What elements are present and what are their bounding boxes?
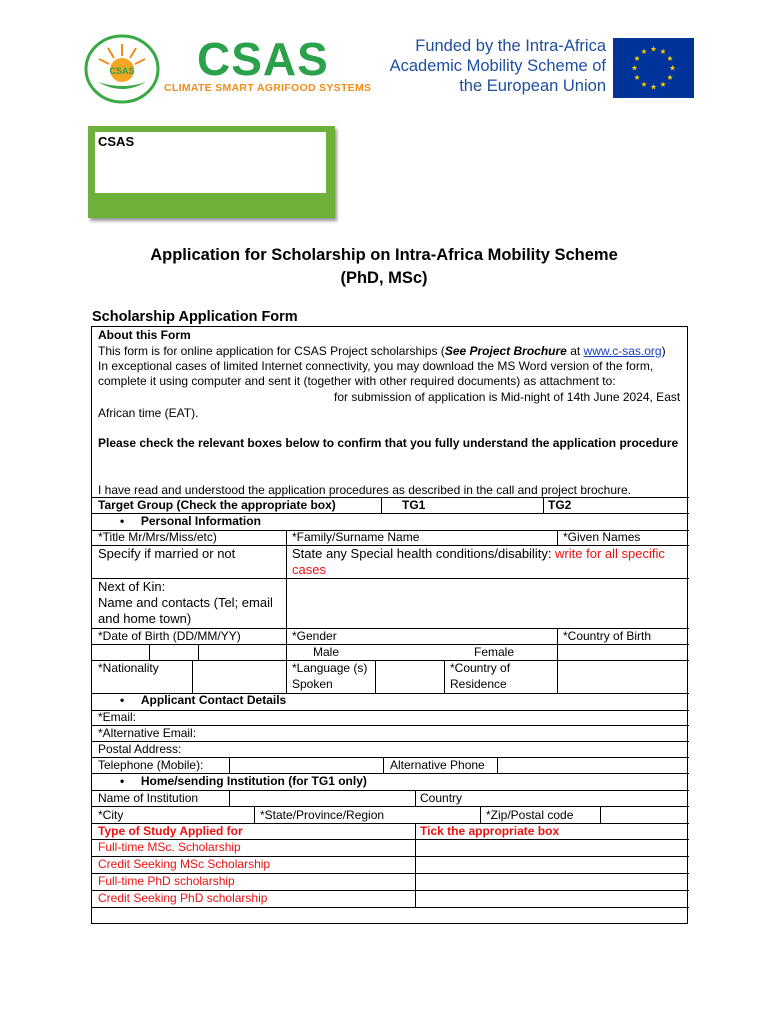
about-line-2: In exceptional cases of limited Internet connectivity, you may download the MS Word version of the form, — [98, 359, 654, 373]
csas-logo — [84, 34, 160, 104]
about-line-5: African time (EAT). — [98, 406, 199, 420]
study-option-credit-msc[interactable]: Credit Seeking MSc Scholarship — [98, 857, 271, 871]
institution-country-field[interactable]: Country — [420, 791, 463, 805]
document-subtitle: (PhD, MSc) — [340, 269, 428, 287]
health-conditions-field[interactable]: State any Special health conditions/disability: write for all specific — [292, 546, 665, 561]
postal-address-field[interactable]: Postal Address: — [98, 742, 182, 756]
svg-text:CSAS: CSAS — [109, 66, 135, 76]
language-field[interactable]: *Language (s) — [292, 661, 368, 675]
zip-field[interactable]: *Zip/Postal code — [486, 808, 574, 822]
dob-field[interactable]: *Date of Birth (DD/MM/YY) — [98, 629, 241, 643]
given-names-field[interactable]: *Given Names — [563, 530, 641, 544]
application-form — [91, 326, 688, 924]
city-field[interactable]: *City — [98, 808, 124, 822]
box-label: CSAS — [98, 134, 135, 149]
institution-heading: • Home/sending Institution (for TG1 only) — [120, 774, 367, 788]
gender-female-option[interactable]: Female — [474, 645, 515, 659]
about-heading: About this Form — [98, 328, 191, 342]
study-type-label: Type of Study Applied for — [98, 824, 243, 838]
tg1-checkbox[interactable]: TG1 — [402, 498, 426, 512]
language-field-line2: Spoken — [292, 677, 333, 691]
gender-field[interactable]: *Gender — [292, 629, 337, 643]
tick-box-label: Tick the appropriate box — [420, 824, 560, 838]
contact-heading: • Applicant Contact Details — [120, 693, 287, 707]
website-link[interactable]: www.c-sas.org — [583, 344, 662, 358]
study-option-fulltime-msc[interactable]: Full-time MSc. Scholarship — [98, 840, 241, 854]
next-of-kin-detail-2: and home town) — [98, 611, 192, 626]
funding-statement: Funded by the Intra-Africa Academic Mobility Scheme of the European Union — [389, 37, 606, 95]
about-line-4: for submission of application is Mid-night of 14th June 2024, East — [334, 390, 681, 404]
document-title: Application for Scholarship on Intra-Africa Mobility Scheme — [150, 246, 618, 264]
check-instruction: Please check the relevant boxes below to confirm that you fully understand the application procedure — [98, 436, 679, 450]
study-option-credit-phd[interactable]: Credit Seeking PhD scholarship — [98, 891, 268, 905]
personal-info-heading: • Personal Information — [120, 514, 261, 528]
email-field[interactable]: *Email: — [98, 710, 137, 724]
csas-label-box — [88, 126, 335, 218]
brand-tagline: CLIMATE SMART AGRIFOOD SYSTEMS — [164, 82, 372, 94]
state-field[interactable]: *State/Province/Region — [260, 808, 385, 822]
next-of-kin-label: Next of Kin: — [98, 579, 166, 594]
nationality-field[interactable]: *Nationality — [98, 661, 159, 675]
tg2-checkbox[interactable]: TG2 — [548, 498, 572, 512]
study-option-fulltime-phd[interactable]: Full-time PhD scholarship — [98, 874, 235, 888]
about-line-1: This form is for online application for CSAS Project scholarships (See Project Brochure at www.c-sas.org) — [98, 344, 666, 358]
country-of-residence-line2: Residence — [450, 677, 507, 691]
next-of-kin-detail: Name and contacts (Tel; email — [98, 595, 273, 610]
brand-name: CSAS — [197, 33, 329, 85]
gender-male-option[interactable]: Male — [313, 645, 340, 659]
eu-flag-icon — [613, 38, 694, 98]
country-of-residence-field[interactable]: *Country of — [450, 661, 511, 675]
form-heading: Scholarship Application Form — [92, 309, 298, 325]
country-of-birth-field[interactable]: *Country of Birth — [563, 629, 652, 643]
family-name-field[interactable]: *Family/Surname Name — [292, 530, 420, 544]
target-group-label: Target Group (Check the appropriate box) — [98, 498, 336, 512]
health-conditions-note: cases — [292, 562, 326, 577]
alt-phone-field[interactable]: Alternative Phone — [390, 758, 485, 772]
telephone-field[interactable]: Telephone (Mobile): — [98, 758, 204, 772]
read-confirmation-checkbox[interactable]: I have read and understood the application procedures as described in the call and project brochure. — [98, 483, 632, 497]
marital-status-field[interactable]: Specify if married or not — [98, 546, 236, 561]
alt-email-field[interactable]: *Alternative Email: — [98, 726, 197, 740]
institution-name-field[interactable]: Name of Institution — [98, 791, 199, 805]
title-field[interactable]: *Title Mr/Mrs/Miss/etc) — [98, 530, 217, 544]
about-line-3: complete it using computer and sent it (together with other required documents) as attachment to: — [98, 374, 616, 388]
